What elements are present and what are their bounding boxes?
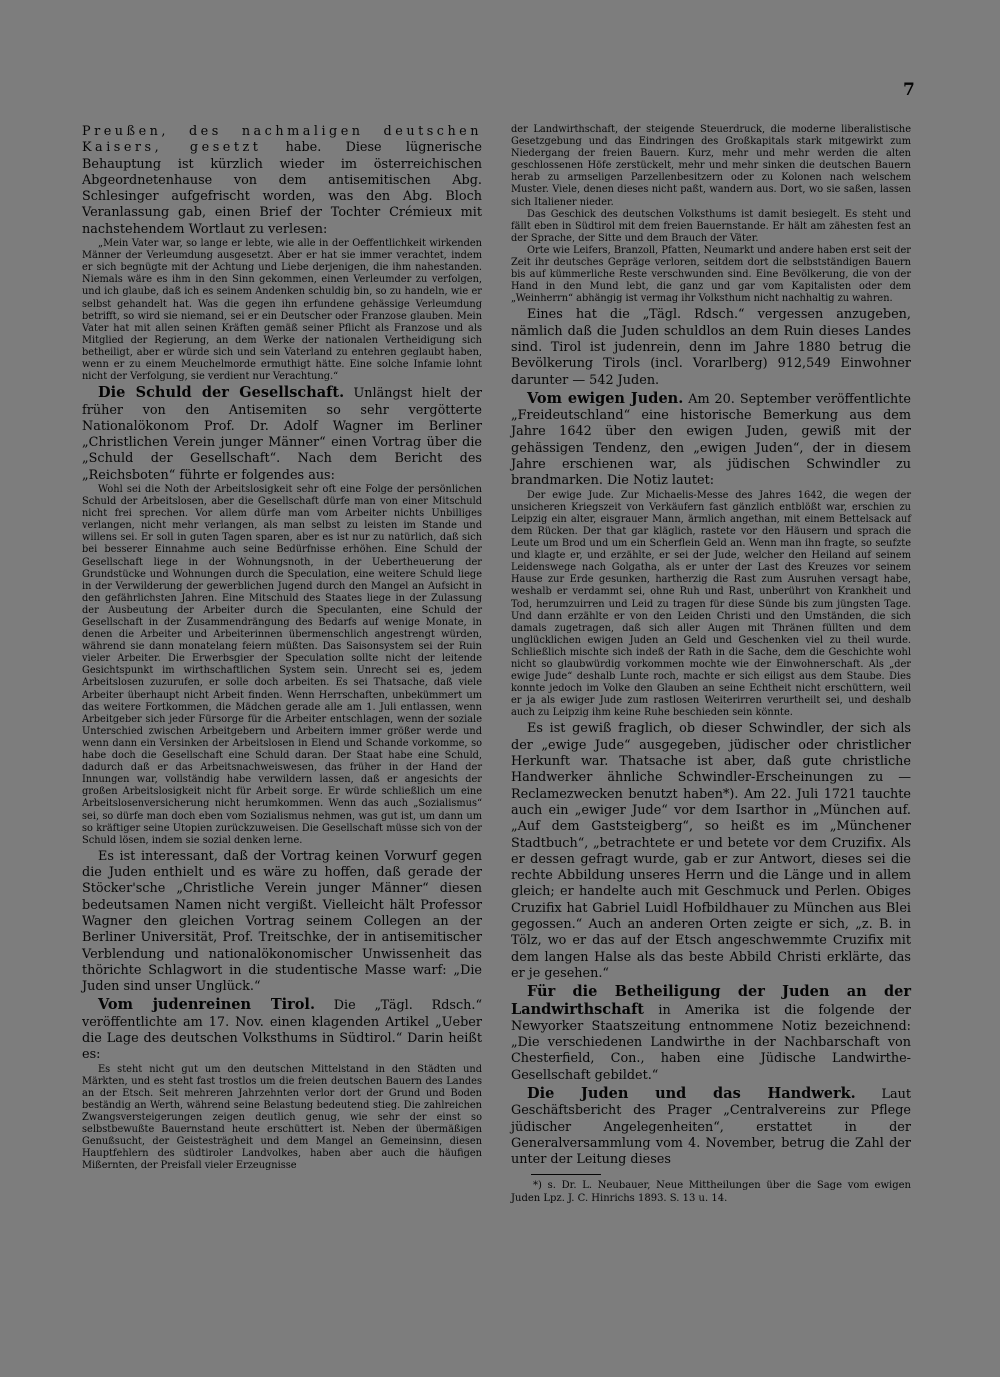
paragraph-text: Unlängst hielt der früher von den Antisemiten so sehr vergötterte Nationalökonom Prof. Dr. Adolf Wagner im Berliner „Christlichen Verein junger Männer“ einen Vortrag über die „Schuld der Gesellschaft“. Nach dem Bericht des „Reichsboten“ führte er folgendes aus: [82, 386, 482, 483]
quote-ewige-jude: Der ewige Jude. Zur Michaelis-Messe des Jahres 1642, die wegen der unsicheren Kriegszeit von Verkäufern fast gänzlich entblößt war, erschien zu Leipzig ein alter, eisgrauer Mann, ärmlich angethan, mit einem Bettelsack auf dem Rücken. Der that gar kläglich, rastete vor den Häusern und sprach die Leute um Brod und um ein Scherflein Geld an. Wenn man ihn fragte, so seufzte und klagte er, und erzählte, er sei der Jude, welcher den Heiland auf seinem Leidenswege nach Golgatha, als er unter der Last des Kreuzes vor seinem Hause zur Erde gesunken, hartherzig die Rast zum Ausruhen versagt habe, weshalb er verdammt sei, ohne Ruh und Rast, unberührt von Krankheit und Tod, herumzuirren und Leid zu tragen für diese Sünde bis zum jüngsten Tage. Und dann erzählte er von den Leiden Christi und den Umständen, die sich damals zugetragen, daß sich aller Augen mit Thränen füllten und dem unglücklichen ewigen Juden an Geld und Geschenken viel zu theil wurde. Schließlich mischte sich indeß der Rath in die Sache, dem die Geschichte wohl nicht so glaubwürdig vorkommen mochte wie der Einwohnerschaft. Als „der ewige Jude“ deshalb Lunte roch, machte er sich eiligst aus dem Staube. Dies konnte jedoch im Volke den Glauben an seine Echtheit nicht erschüttern, weil er ja als ewiger Jude zum rastlosen Weiterirren verurtheilt sei, und deshalb auch zu Leipzig ihm keine Ruhe beschieden sein könnte. [511, 489, 911, 719]
quote-suedtirol-b: Das Geschick des deutschen Volksthums ist damit besiegelt. Es steht und fällt eben in Südtirol mit dem freien Bauernstande. Er hält am zähesten fest an der Sprache, der Sitte und dem Brauch der Väter. [511, 208, 911, 244]
paragraph-handwerk [511, 1086, 911, 1168]
left-column [82, 124, 482, 1173]
page-number: 7 [903, 80, 915, 100]
quote-wagner: Wohl sei die Noth der Arbeitslosigkeit sehr oft eine Folge der persönlichen Schuld der Arbeitslosen, aber die Gesellschaft dürfe man von einer Mitschuld nicht frei sprechen. Vor allem dürfe man vom Arbeiter nichts Unbilliges verlangen, nicht mehr verlangen, als man selbst zu leisten im Stande und willens sei. Er soll in guten Tagen sparen, aber es ist nur zu natürlich, daß sich bei besserer Einnahme auch seine Bedürfnisse erhöhen. Eine Schuld der Gesellschaft liege in der Wohnungsnoth, in der Uebertheuerung der Grundstücke und Wohnungen durch die Speculation, eine weitere Schuld liege in der Verwilderung der gewerblichen Jugend durch den Mangel an Aufsicht in den gefährlichsten Jahren. Eine Mitschuld des Staates liege in der Zulassung der Ausbeutung der Arbeiter durch die Speculanten, eine Schuld der Gesellschaft in der Zusammendrängung des Bedarfs auf wenige Monate, in denen die Arbeiter und Arbeiterinnen übermenschlich angestrengt würden, während sie dann monatelang feiern müßten. Das Saisonsystem sei der Ruin vieler Arbeiter. Die Erwerbsgier der Speculation sollte nicht der leitende Gesichtspunkt im wirthschaftlichen System sein. Unrecht sei es, jedem Arbeitslosen zuzurufen, er solle doch arbeiten. Es sei Thatsache, daß viele Arbeiter überhaupt nicht Arbeit finden. Wenn Herrschaften, unbekümmert um das weitere Fortkommen, die Mädchen gerade alle am 1. Juli entlassen, wenn Arbeitgeber sich jeder Fürsorge für die Arbeiter entschlagen, wenn der soziale Unterschied zwischen Arbeitgebern und Arbeitern immer größer werde und wenn dann ein Versinken der Arbeitslosen in Elend und Schande vorkomme, so habe doch die Gesellschaft eine Schuld daran. Der Staat habe eine Schuld, dadurch daß er das Arbeitsnachweiswesen, das früher in der Hand der Innungen war, vollständig habe verwildern lassen, daß er angesichts der großen Arbeitslosigkeit nicht für Arbeit sorge. Er würde schließlich um eine Arbeitslosenversicherung nicht herumkommen. Wenn das auch „Sozialismus“ sei, so dürfe man doch eben vom Sozialismus nehmen, was gut ist, um dann um so kräftiger seine Utopien zurückzuweisen. Die Gesellschaft müsse sich von der Schuld lösen, indem sie sozial denken lerne. [82, 483, 482, 846]
spaced-text: Preußen, des nachmaligen deutschen Kaisers, gesetzt [82, 124, 482, 156]
quote-suedtirol: Es steht nicht gut um den deutschen Mittelstand in den Städten und Märkten, und es steht fast trostlos um die freien deutschen Bauern des Landes an der Etsch. Seit mehreren Jahrzehnten verlor dort der Grund und Boden beständig an Werth, während seine Belastung bedeutend stieg. Die zahlreichen Zwangsversteigerungen zeigen deutlich genug, wie sehr der einst so selbstbewußte Bauernstand heute erschüttert ist. Neben der übermäßigen Genußsucht, der Geistesträgheit und dem Mangel an Gemeinsinn, diesen Hauptfehlern des südtiroler Landvolkes, haben aber auch die häufigen Mißernten, der Preisfall vieler Erzeugnisse [82, 1063, 482, 1172]
paragraph-text: in Amerika ist die folgende der Newyorker Staatszeitung entnommene Notiz bezeichnend: „Die verschiedenen Landwirthe in der Nachbarschaft von Chesterfield, Con., haben eine Jüdische Landwirthe-Gesellschaft gebildet.“ [511, 1002, 911, 1083]
paragraph-interessant: Es ist interessant, daß der Vortrag keinen Vorwurf gegen die Juden enthielt und es wäre zu hoffen, daß gerade der Stöcker'sche „Christliche Verein junger Männer“ diesen bedeutsamen Namen nicht vergißt. Vielleicht hält Professor Wagner den gleichen Vortrag seinem Collegen an der Berliner Universität, Prof. Treitschke, der in antisemitischer Verblendung und nationalökonomischer Unwissenheit das thörichte Schlagwort in die studentische Masse warf: „Die Juden sind unser Unglück.“ [82, 848, 482, 995]
section-heading-landwirthschaft: Für die Betheiligung der Juden an der Landwirthschaft [511, 983, 911, 1018]
section-heading-ewig: Vom ewigen Juden. [527, 389, 684, 407]
section-heading-tirol: Vom judenreinen Tirol. [98, 996, 315, 1014]
paragraph-schuld [82, 385, 482, 484]
section-heading-schuld: Die Schuld der Gesellschaft. [98, 384, 345, 402]
quote-cremieux-letter: „Mein Vater war, so lange er lebte, wie alle in der Oeffentlichkeit wirkenden Männer der Verleumdung ausgesetzt. Aber er hat sie immer verachtet, indem er sich begnügte mit der Achtung und Liebe derjenigen, die ihm nahestanden. Niemals wäre es ihm in den Sinn gekommen, einen Verleumder zu verfolgen, und ich glaube, daß ich es seinem Andenken schuldig bin, so zu handeln, wie er selbst gehandelt hat. Was die gegen ihn erfundene gehässige Verleumdung betrifft, so wird sie niemand, sei er ein Deutscher oder Franzose glauben. Mein Vater hat mit allen seinen Kräften gemäß seiner Pflicht als Franzose und als Mitglied der Regierung, an dem Werke der nationalen Vertheidigung sich betheiligt, aber er würde sich und sein Vaterland zu entehren geglaubt haben, wenn er zu einem Meuchelmorde ermuthigt hätte. Eine solche Infamie lohnt nicht der Verfolgung, sie verdient nur Verachtung.“ [82, 238, 482, 383]
footnote: *) s. Dr. L. Neubauer, Neue Mittheilungen über die Sage vom ewigen Juden Lpz. J. C. Hinrichs 1893. S. 13 u. 14. [511, 1180, 911, 1205]
paragraph-cremieux [82, 124, 482, 238]
section-heading-handwerk: Die Juden und das Handwerk. [527, 1084, 856, 1102]
paragraph-ewig [511, 391, 911, 490]
paragraph-text: Am 20. September veröffentlichte „Freideutschland“ eine historische Bemerkung aus dem Jahre 1642 über den ewigen Juden, gewiß mit der gehässigen Tendenz, den „ewigen Juden“, der in diesem Jahre erschienen war, als jüdischen Schwindler zu brandmarken. Die Notiz lautet: [511, 391, 912, 489]
right-column [511, 124, 911, 1205]
footnote-divider [531, 1174, 601, 1175]
paragraph-tirol [82, 997, 482, 1063]
paragraph-text: Laut Geschäftsbericht des Prager „Centralvereins zur Pflege jüdischer Angelegenheiten“, erstattet in der Generalversammlung vom 4. November, betrug die Zahl der unter der Leitung dieses [511, 1086, 911, 1168]
paragraph-landwirthschaft [511, 984, 911, 1084]
quote-suedtirol-c: Orte wie Leifers, Branzoll, Pfatten, Neumarkt und andere haben erst seit der Zeit ihr deutsches Gepräge verloren, seitdem dort die selbstständigen Bauern bis auf kümmerliche Reste verschwunden sind. Eine Bevölkerung, die von der Hand in den Mund lebt, die ganz und gar vom Kapitalisten oder dem „Weinherrn“ abhängig ist vermag ihr Volksthum nicht nachhaltig zu wahren. [511, 244, 911, 305]
paragraph-eines: Eines hat die „Tägl. Rdsch.“ vergessen anzugeben, nämlich daß die Juden schuldlos an dem Ruin dieses Landes sind. Tirol ist judenrein, denn im Jahre 1880 betrug die Bevölkerung Tirols (incl. Vorarlberg) 912,549 Einwohner darunter — 542 Juden. [511, 307, 911, 388]
paragraph-text: habe. Diese lügnerische Behauptung ist kürzlich wieder im österreichischen Abgeordnetenhause von dem antisemitischen Abg. Schlesinger aufgefrischt worden, was den Abg. Bloch Veranlassung gab, einen Brief der Tochter Crémieux mit nachstehendem Wortlaut zu verlesen: [82, 140, 482, 237]
quote-suedtirol-continued: der Landwirthschaft, der steigende Steuerdruck, die moderne liberalistische Gesetzgebung und das Eindringen des Großkapitals stark mitgewirkt zum Niedergang der freien Bauern. Kurz, mehr und mehr werden die alten geschlossenen Höfe zerstückelt, mehr und mehr sinken die deutschen Bauern herab zu armseligen Parzellenbesitzern oder zu Kolonen nach welschem Muster. Viele, denen dieses nicht paßt, wandern aus. Dort, wo sie saßen, lassen sich Italiener nieder. [511, 124, 911, 208]
paragraph-fraglich: Es ist gewiß fraglich, ob dieser Schwindler, der sich als der „ewige Jude“ ausgegeben, jüdischer oder christlicher Herkunft war. Thatsache ist aber, daß gute christliche Handwerker ähnliche Schwindler-Erscheinungen zu — Reclamezwecken benutzt haben*). Am 22. Juli 1721 tauchte auch ein „ewiger Jude“ vor dem Isarthor in „München auf. „Auf dem Gaststeigberg“, so heißt es im „Münchener Stadtbuch“, „betrachtete er und betete vor dem Cruzifix. Als er dessen gefragt wurde, gab er zur Antwort, dieses sei die rechte Abbildung unseres Herrn und die Länge und in allem gleich; er handelte auch mit Geschmuck und Perlen. Obiges Cruzifix hat Gabriel Luidl Hofbildhauer zu München aus Blei gegossen.“ Auch an anderen Orten zeigte er sich, „z. B. in Tölz, wo er das auf der Etsch angeschwemmte Cruzifix mit dem langen Halse als das beste Abbild Christi erklärte, das er je gesehen.“ [511, 721, 911, 981]
paragraph-text: Die „Tägl. Rdsch.“ veröffentlichte am 17. Nov. einen klagenden Artikel „Ueber die Lage des deutschen Volksthums in Südtirol.“ Darin heißt es: [82, 998, 482, 1063]
